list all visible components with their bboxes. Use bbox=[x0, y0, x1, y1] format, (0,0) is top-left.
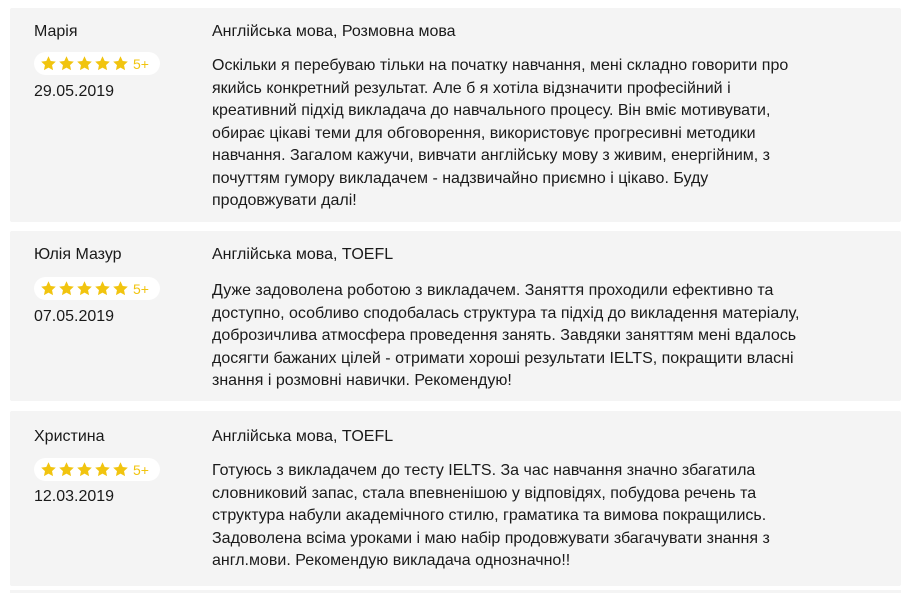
review-date: 29.05.2019 bbox=[34, 83, 115, 100]
review-card bbox=[10, 8, 901, 222]
review-text-line: продовжувати далі! bbox=[212, 192, 357, 209]
review-subjects: Англійська мова, TOEFL bbox=[212, 246, 394, 263]
review-author-name: Христина bbox=[34, 428, 105, 445]
review-text-line: якийсь конкретний результат. Але б я хотіла відзначити професійний і bbox=[212, 79, 731, 97]
rating-badge bbox=[34, 458, 160, 481]
star-icon bbox=[58, 280, 75, 297]
review-text-line: досягти бажаних цілей - отримати хороші результати IELTS, покращити власні bbox=[212, 349, 794, 367]
review-text-line: доступно, особливо сподобалась структура та підхід до викладення матеріалу, bbox=[212, 304, 800, 322]
star-icon bbox=[112, 280, 129, 297]
review-text-line: креативний підхід викладача до навчального процесу. Він вміє мотивувати, bbox=[212, 102, 771, 119]
review-text-line: обирає цікаві теми для обговорення, використовує прогресивні методики bbox=[212, 124, 756, 142]
review-date: 07.05.2019 bbox=[34, 308, 115, 325]
rating-label: 5+ bbox=[133, 280, 149, 297]
review-text-line: навчання. Загалом кажучи, вивчати англійську мову з живим, енергійним, з bbox=[212, 147, 770, 164]
star-icon bbox=[94, 280, 111, 297]
review-date: 12.03.2019 bbox=[34, 488, 115, 505]
review-subjects: Англійська мова, Розмовна мова bbox=[212, 23, 456, 40]
review-text-line: знання і розмовні навички. Рекомендую! bbox=[212, 372, 512, 389]
review-card bbox=[10, 231, 901, 401]
star-icon bbox=[112, 461, 129, 478]
review-text-line: почуттям гумору викладачем - надзвичайно приємно і цікаво. Буду bbox=[212, 169, 709, 187]
star-icon bbox=[58, 461, 75, 478]
review-text-line: словниковий запас, стала впевненішою у відповідях, побудова речень та bbox=[212, 484, 757, 502]
star-icon bbox=[112, 55, 129, 72]
review-text-line: Оскільки я перебуваю тільки на початку навчання, мені складно говорити про bbox=[212, 57, 789, 74]
review-text-line: Готуюсь з викладачем до тесту IELTS. За час навчання значно збагатила bbox=[212, 462, 756, 479]
star-icon bbox=[94, 461, 111, 478]
review-text-line: доброзичлива атмосфера проведення занять. Завдяки заняттям мені вдалось bbox=[212, 327, 797, 344]
review-text bbox=[212, 280, 872, 393]
star-icon bbox=[94, 55, 111, 72]
review-text-line: Дуже задоволена роботою з викладачем. Заняття проходили ефективно та bbox=[212, 282, 774, 299]
star-icon bbox=[40, 55, 57, 72]
star-icon bbox=[58, 55, 75, 72]
rating-label: 5+ bbox=[133, 461, 149, 478]
rating-badge bbox=[34, 52, 160, 75]
star-icon bbox=[76, 55, 93, 72]
review-card bbox=[10, 411, 901, 586]
star-icon bbox=[76, 280, 93, 297]
star-icon bbox=[40, 280, 57, 297]
review-author-name: Юлія Мазур bbox=[34, 246, 122, 263]
review-author-name: Марія bbox=[34, 23, 78, 40]
rating-label: 5+ bbox=[133, 55, 149, 72]
review-text-line: структура набули академічного стилю, граматика та вимова покращились. bbox=[212, 507, 767, 524]
review-text-line: Задоволена всіма уроками і маю набір продовжувати збагачувати знання з bbox=[212, 529, 770, 547]
star-icon bbox=[76, 461, 93, 478]
review-text-line: англ.мови. Рекомендую викладача однозначно!! bbox=[212, 552, 571, 569]
rating-badge bbox=[34, 277, 160, 300]
star-icon bbox=[40, 461, 57, 478]
review-text bbox=[212, 55, 872, 213]
review-subjects: Англійська мова, TOEFL bbox=[212, 428, 394, 445]
review-text bbox=[212, 460, 872, 573]
